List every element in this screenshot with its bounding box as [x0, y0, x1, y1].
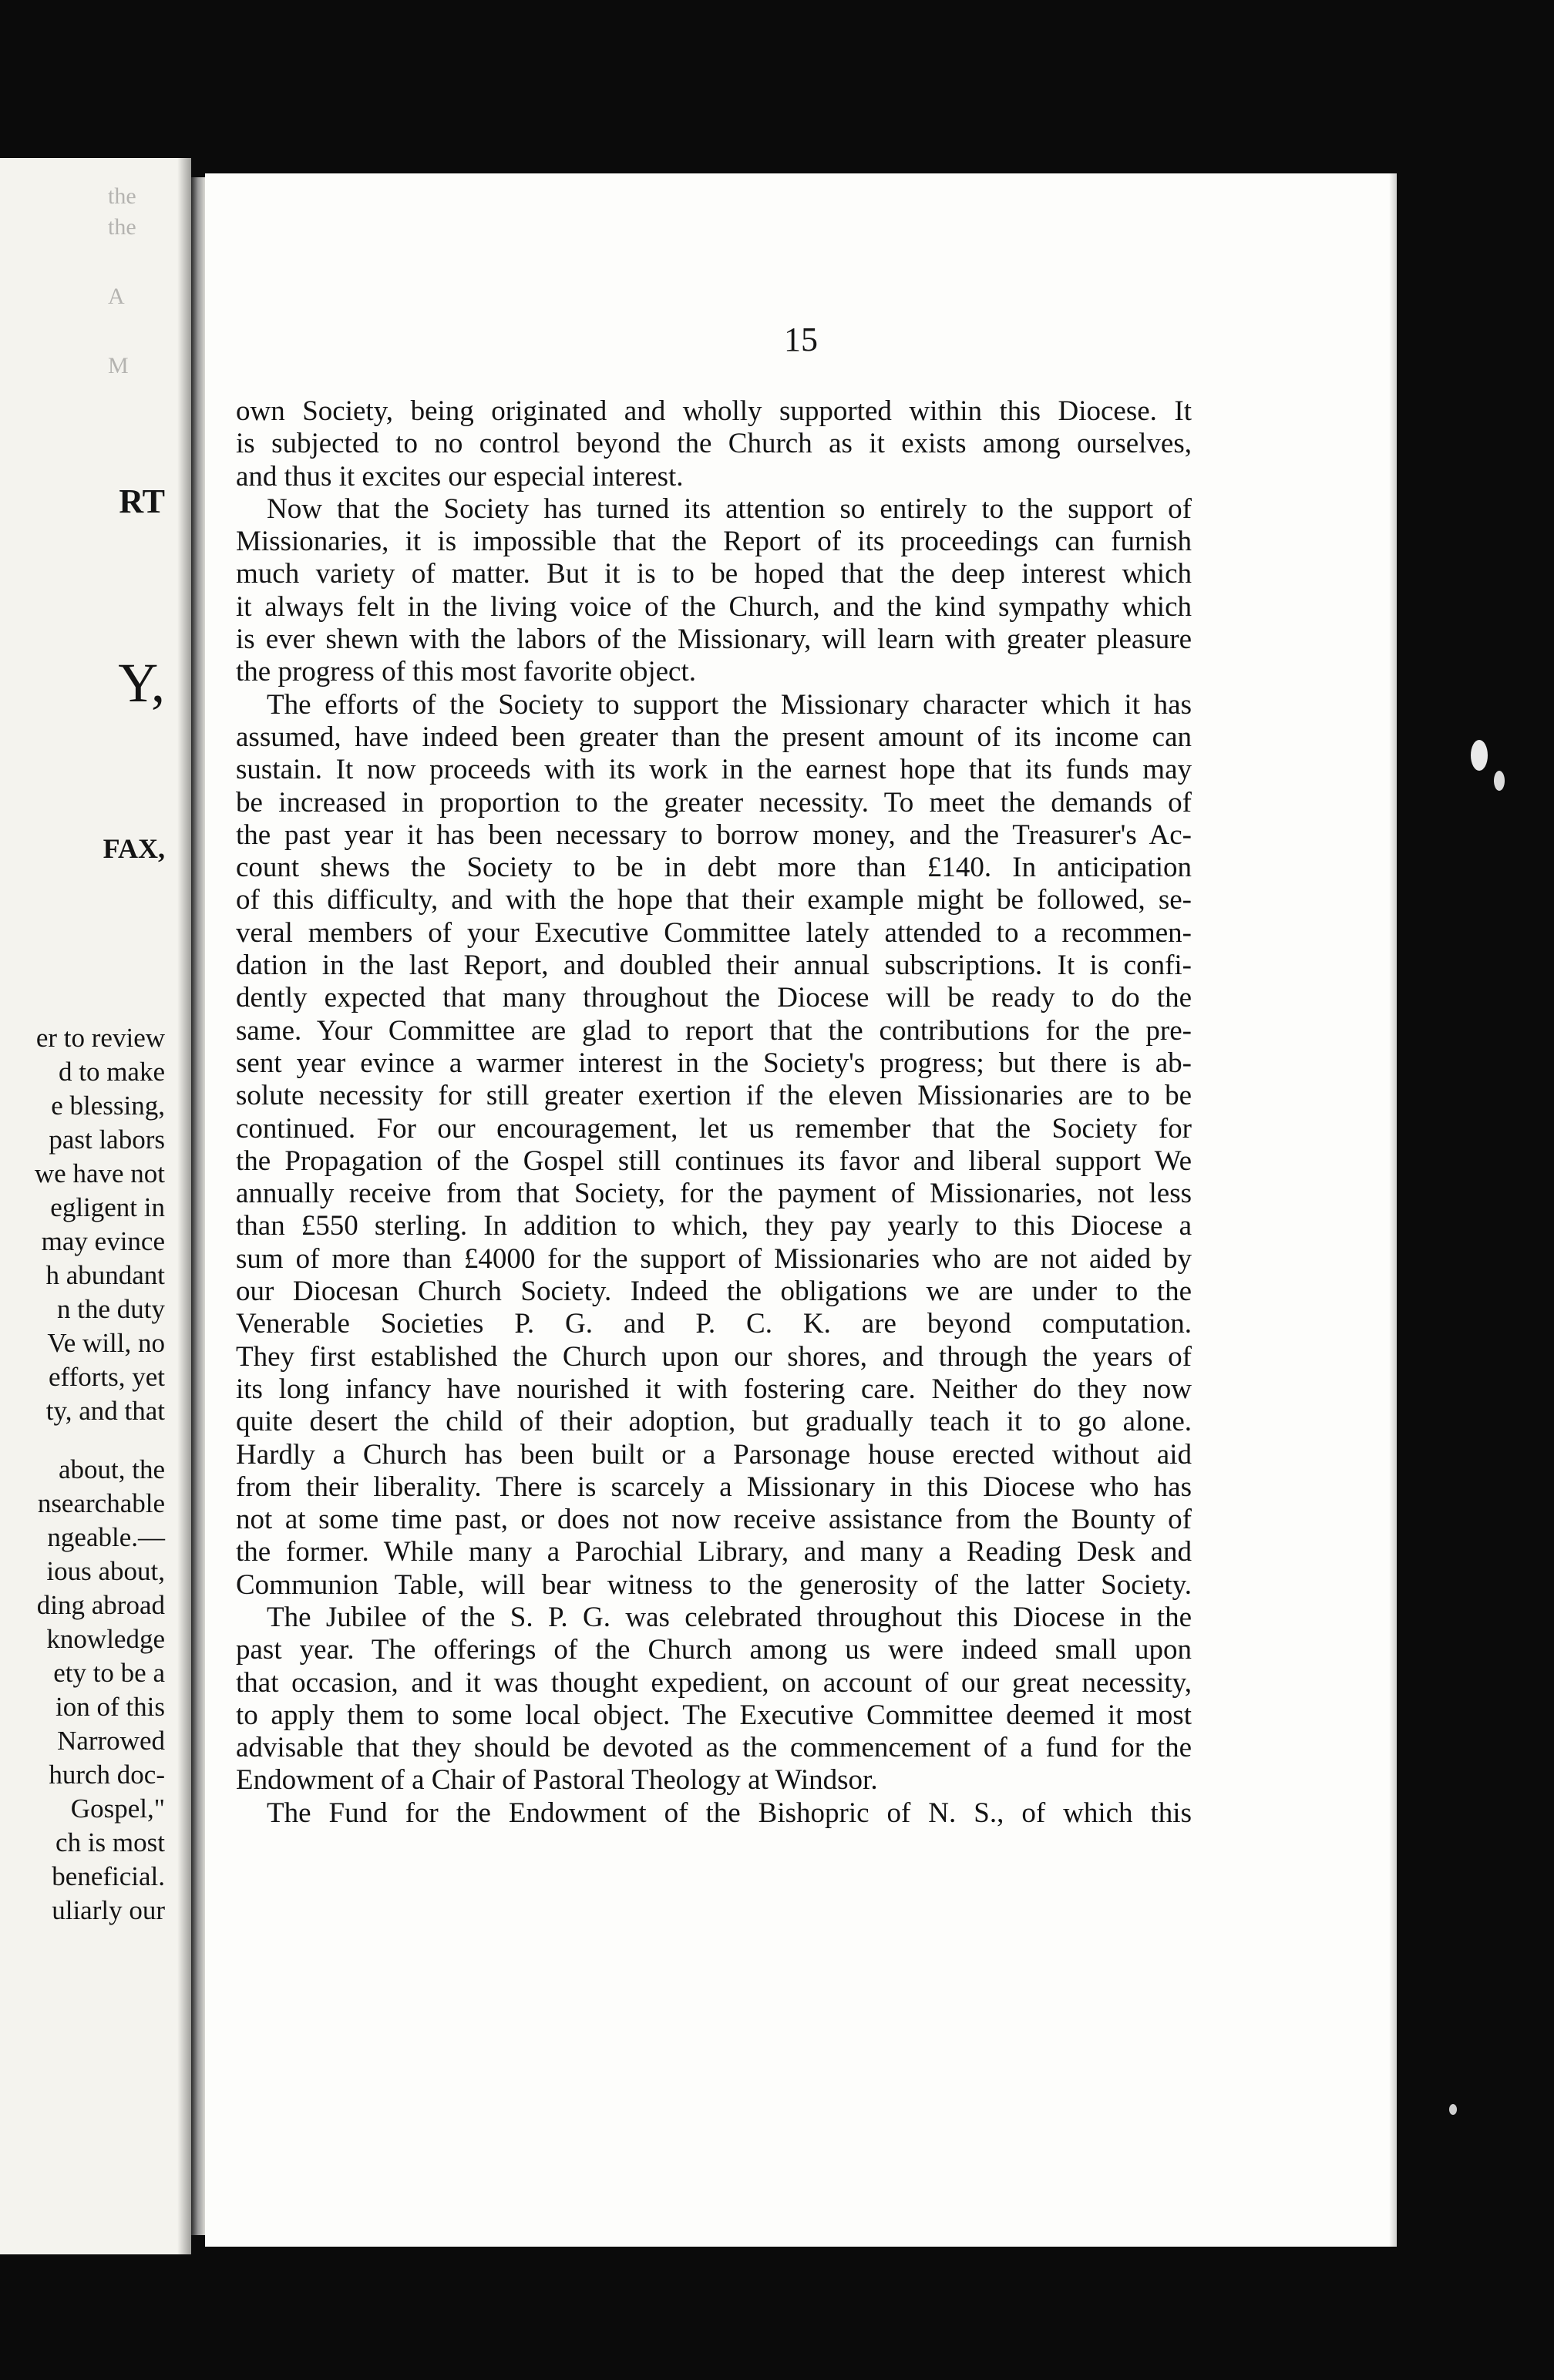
left-page-line: ety to be a — [53, 1658, 165, 1688]
left-page-line: ding abroad — [36, 1590, 165, 1620]
text-line: quite desert the child of their adoption, but gradually teach it to go alone. — [236, 1406, 1192, 1438]
left-page-line: egligent in — [50, 1192, 165, 1222]
text-line: Hardly a Church has been built or a Parsonage house erected without aid — [236, 1438, 1192, 1471]
text-line: is subjected to no control beyond the Church as it exists among ourselves, — [236, 428, 1192, 460]
text-line: much variety of matter. But it is to be hoped that the deep interest which — [236, 558, 1192, 590]
text-line: own Society, being originated and wholly supported within this Diocese. It — [236, 395, 1192, 427]
text-line: advisable that they should be devoted as the commencement of a fund for the — [236, 1732, 1192, 1764]
left-page-line: Ve will, no — [47, 1328, 165, 1358]
left-page-line: beneficial. — [52, 1861, 165, 1891]
text-line: continued. For our encouragement, let us remember that the Society for — [236, 1112, 1192, 1145]
text-line: past year. The offerings of the Church among us were indeed small upon — [236, 1634, 1192, 1666]
scan-speck — [1471, 740, 1488, 771]
text-line: same. Your Committee are glad to report that the contributions for the pre- — [236, 1014, 1192, 1047]
text-line: solute necessity for still greater exertion if the eleven Missionaries are to be — [236, 1080, 1192, 1112]
scan-speck — [1494, 771, 1505, 791]
left-page-line: past labors — [49, 1124, 165, 1155]
left-page-line: nsearchable — [37, 1488, 165, 1518]
text-line: the past year it has been necessary to borrow money, and the Treasurer's Ac- — [236, 819, 1192, 851]
left-page-line: Narrowed — [57, 1726, 165, 1756]
book-gutter — [191, 177, 205, 2235]
text-line: the progress of this most favorite object. — [236, 656, 697, 688]
text-line: Endowment of a Chair of Pastoral Theology at Windsor. — [236, 1764, 878, 1797]
text-line: that occasion, and it was thought expedient, on account of our great necessity, — [236, 1666, 1192, 1699]
left-page-line: d to make — [58, 1057, 165, 1087]
text-line: sustain. It now proceeds with its work in the earnest hope that its funds may — [236, 754, 1192, 786]
left-heading-3: FAX, — [103, 833, 165, 864]
left-page-line: we have not — [34, 1158, 165, 1188]
left-heading-2: Y, — [118, 652, 165, 714]
text-line: veral members of your Executive Committee lately attended to a recommen- — [236, 916, 1192, 949]
text-line: The efforts of the Society to support the Missionary character which it has — [267, 688, 1192, 721]
text-line: and thus it excites our especial interest. — [236, 460, 684, 492]
text-line: the Propagation of the Gospel still continues its favor and liberal support We — [236, 1145, 1192, 1177]
left-page-line: about, the — [58, 1454, 165, 1484]
text-line: The Jubilee of the S. P. G. was celebrated throughout this Diocese in the — [267, 1601, 1192, 1633]
left-page-line: may evince — [41, 1226, 165, 1256]
text-line: our Diocesan Church Society. Indeed the obligations we are under to the — [236, 1276, 1192, 1308]
left-page-line: er to review — [35, 1023, 165, 1053]
text-line: sent year evince a warmer interest in the Society's progress; but there is ab- — [236, 1047, 1192, 1079]
text-line: annually receive from that Society, for the payment of Missionaries, not less — [236, 1178, 1192, 1210]
text-line: from their liberality. There is scarcely a Missionary in this Diocese who has — [236, 1471, 1192, 1503]
text-line: Venerable Societies P. G. and P. C. K. are beyond computation. — [236, 1308, 1192, 1340]
text-line: dently expected that many throughout the Diocese will be ready to do the — [236, 982, 1192, 1014]
document-page — [205, 173, 1397, 2247]
text-line: is ever shewn with the labors of the Missionary, will learn with greater pleasure — [236, 624, 1192, 656]
left-page-line: Gospel," — [70, 1793, 165, 1824]
text-line: than £550 sterling. In addition to which, they pay yearly to this Diocese a — [236, 1210, 1192, 1242]
text-line: Now that the Society has turned its attention so entirely to the support of — [267, 492, 1192, 525]
text-line: be increased in proportion to the greater necessity. To meet the demands of — [236, 786, 1192, 819]
left-page-line: uliarly our — [52, 1895, 165, 1925]
left-page-line: ngeable.— — [47, 1522, 165, 1552]
text-line: assumed, have indeed been greater than the present amount of its income can — [236, 721, 1192, 753]
left-page-line: efforts, yet — [49, 1362, 165, 1392]
left-page-line: n the duty — [57, 1294, 165, 1324]
text-line: Missionaries, it is impossible that the Report of its proceedings can furnish — [236, 526, 1192, 558]
text-line: not at some time past, or does not now receive assistance from the Bounty of — [236, 1504, 1192, 1536]
scan-speck — [1449, 2104, 1457, 2115]
page-edge-shadow — [1389, 173, 1397, 2247]
left-page-line: ch is most — [56, 1827, 165, 1857]
left-page-line: h abundant — [45, 1260, 165, 1290]
left-page-line: knowledge — [46, 1624, 165, 1654]
left-page-line: ion of this — [56, 1692, 165, 1722]
text-line: it always felt in the living voice of the Church, and the kind sympathy which — [236, 590, 1192, 623]
text-line: to apply them to some local object. The Executive Committee deemed it most — [236, 1699, 1192, 1731]
text-line: The Fund for the Endowment of the Bishopric of N. S., of which this — [267, 1797, 1192, 1829]
left-page-line: hurch doc- — [49, 1760, 165, 1790]
left-page-line: e blessing, — [51, 1091, 165, 1121]
text-line: dation in the last Report, and doubled their annual subscriptions. It is confi- — [236, 950, 1192, 982]
left-page-line: ious about, — [46, 1556, 165, 1586]
text-line: the former. While many a Parochial Library, and many a Reading Desk and — [236, 1536, 1192, 1568]
text-line: of this difficulty, and with the hope that their example might be followed, se- — [236, 884, 1192, 916]
left-heading-1: RT — [119, 482, 165, 520]
text-line: count shews the Society to be in debt more than £140. In anticipation — [236, 852, 1192, 884]
page-fold-shadow — [177, 158, 191, 2254]
text-line: They first established the Church upon our shores, and through the years of — [236, 1340, 1192, 1373]
body-text — [236, 395, 1192, 1830]
previous-page-strip: the the A M RT Y, FAX, er to review d to make e blessing, past labors we have not egligent in may evince h abundant n the duty Ve will, no efforts, yet ty, and that about, the nsearchable ngeable.— ious about, ding abroad knowledge ety to be a ion of this Narrowed hurch doc- Gospel," ch is most beneficial. uliarly our — [0, 158, 191, 2254]
text-line: sum of more than £4000 for the support of Missionaries who are not aided by — [236, 1242, 1192, 1275]
text-line: its long infancy have nourished it with fostering care. Neither do they now — [236, 1373, 1192, 1405]
text-line: Communion Table, will bear witness to the generosity of the latter Society. — [236, 1568, 1192, 1601]
left-page-line: ty, and that — [45, 1396, 165, 1426]
page-number: 15 — [784, 321, 818, 358]
